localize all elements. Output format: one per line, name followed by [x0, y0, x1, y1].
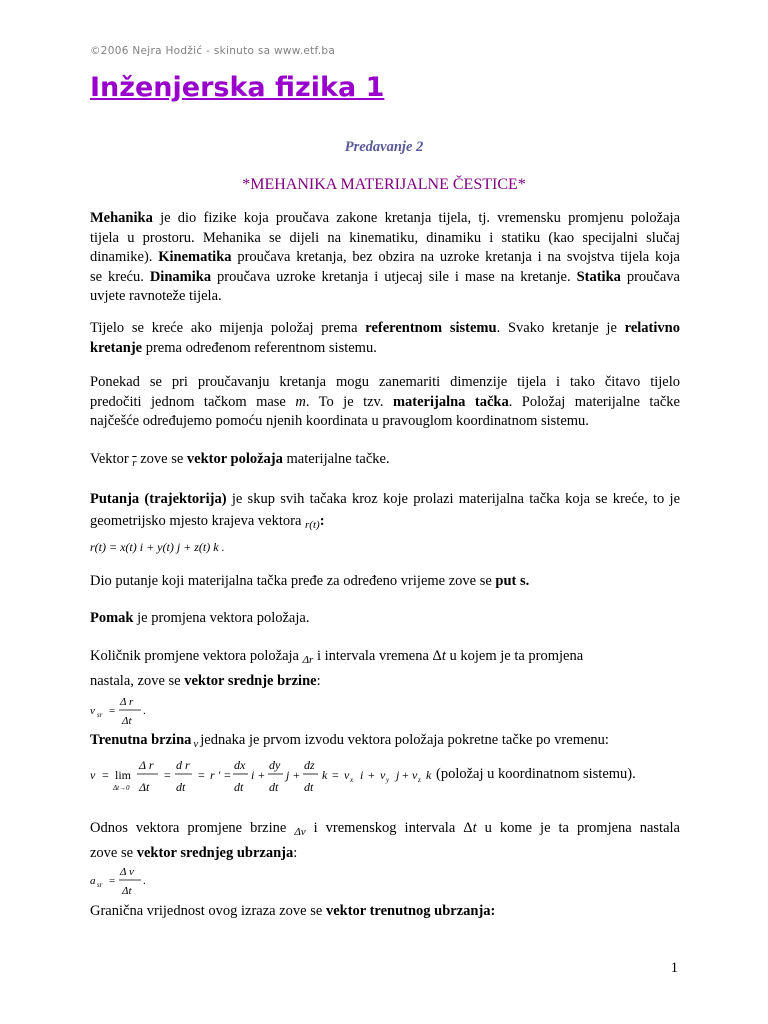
svg-text:k: k: [322, 768, 328, 782]
svg-text:=: =: [102, 768, 109, 782]
svg-text:d r: d r: [176, 758, 190, 772]
text: tijela u prostoru. Mehanika se dijeli na kinematiku, dinamiku i statiku (kao specijalni slučaj: [90, 229, 680, 246]
svg-text:+: +: [368, 768, 375, 782]
text: . Svako kretanje je: [496, 320, 625, 336]
svg-text:Δt→0: Δt→0: [113, 784, 130, 792]
term-statics: Statika: [576, 268, 621, 285]
text: materijalne tačke.: [282, 451, 390, 467]
term-material-point: materijalna tačka: [392, 393, 509, 410]
svg-text:dx: dx: [234, 758, 246, 772]
text: . To je tzv.: [305, 393, 393, 410]
svg-text:v: v: [412, 768, 418, 782]
svg-text:dy: dy: [269, 758, 281, 772]
equation-average-acceleration: [88, 860, 168, 900]
text: dinamike).: [90, 249, 159, 265]
svg-text:sr: sr: [97, 711, 103, 719]
term-mechanics: Mehanika: [90, 210, 153, 226]
text: :: [316, 673, 321, 689]
text: Tijelo se kreće ako mijenja položaj prema: [90, 320, 366, 336]
paragraph-displacement: [90, 609, 680, 629]
term-motion: kretanje: [90, 339, 143, 356]
svg-text:+: +: [402, 768, 409, 782]
vector-v-symbol: v: [193, 738, 199, 750]
text: proučava kretanja, bez obzira na uzroke kretanja i na svojstva tijela koja: [231, 249, 680, 265]
svg-text:v: v: [380, 768, 386, 782]
paragraph-position-vector: [90, 450, 680, 474]
section-heading: *MEHANIKA MATERIJALNE ČESTICE*: [242, 176, 526, 193]
svg-text:Δ r: Δ r: [120, 696, 134, 708]
svg-text:+: +: [258, 768, 265, 782]
symbol-s: s: [516, 573, 526, 589]
svg-text:=: =: [109, 705, 116, 717]
text: . Položaj materijalne tačke: [508, 393, 680, 410]
svg-text:a: a: [90, 875, 96, 887]
svg-text:y: y: [386, 776, 390, 784]
svg-text:=: =: [224, 768, 231, 782]
symbol-t: t: [441, 648, 446, 664]
equation-position-text: r(t) = x(t) i + y(t) j + z(t) k .: [90, 540, 225, 554]
paragraph-material-point: [90, 373, 680, 432]
text: Količnik promjene vektora položaja: [90, 648, 303, 664]
page-number: 1: [670, 960, 678, 976]
paragraph-path: [90, 572, 680, 592]
term-average-velocity: vektor srednje brzine: [184, 673, 317, 689]
text: :: [293, 845, 298, 861]
svg-text:v: v: [90, 705, 95, 717]
symbol-t: t: [472, 820, 477, 836]
svg-text:z: z: [418, 776, 421, 784]
term-relative: relativno: [624, 320, 680, 336]
svg-text:.: .: [143, 875, 146, 887]
paragraph-instant-acceleration: [90, 902, 680, 922]
svg-text:k: k: [426, 768, 432, 782]
svg-text:lim: lim: [115, 768, 132, 782]
text: Dio putanje koji materijalna tačka pređe za određeno vrijeme zove se: [90, 573, 496, 589]
text: zove se: [90, 845, 137, 861]
text: Vektor: [90, 451, 133, 467]
term-displacement: Pomak: [90, 610, 134, 626]
delta-v-symbol: Δv: [294, 826, 306, 838]
vector-r-symbol: r: [132, 457, 137, 469]
svg-text:=: =: [164, 768, 171, 782]
svg-text:=: =: [109, 875, 116, 887]
term-dynamics: Dinamika: [149, 268, 212, 285]
term-reference-system: referentnom sistemu: [365, 320, 497, 336]
vector-r-t-symbol: r(t): [305, 519, 320, 531]
svg-text:v: v: [344, 768, 350, 782]
svg-text:Δt: Δt: [139, 780, 150, 794]
text: predočiti jednom tačkom mase: [90, 393, 296, 410]
text: je promjena vektora položaja.: [133, 610, 310, 626]
term-kinematics: Kinematika: [158, 249, 232, 265]
paragraph-instant-velocity: [90, 731, 680, 755]
text: .: [525, 573, 530, 589]
svg-text:i: i: [251, 768, 255, 782]
svg-text:j: j: [396, 768, 400, 782]
svg-text:dz: dz: [304, 758, 315, 772]
svg-text:.: .: [143, 705, 146, 717]
text: prema određenom referentnom sistemu.: [142, 339, 377, 356]
text: zove se: [136, 451, 187, 467]
text: u kome je ta promjena nastala: [476, 820, 680, 836]
term-position-vector: vektor položaja: [186, 451, 283, 467]
text: i intervala vremena Δ: [313, 648, 442, 664]
text: u kojem je ta promjena: [445, 648, 584, 664]
symbol-m: m: [295, 393, 306, 410]
term-trajectory: Putanja (trajektorija): [90, 491, 227, 507]
svg-text:dt: dt: [176, 780, 186, 794]
svg-text:=: =: [198, 768, 205, 782]
svg-text:x: x: [350, 776, 354, 784]
term-instant-velocity: Trenutna brzina: [90, 732, 192, 748]
text: proučava: [620, 268, 680, 285]
svg-text:Δ r: Δ r: [139, 758, 154, 772]
text: proučava uzroke kretanja i utjecaj sile i mase na kretanje.: [211, 268, 577, 285]
equation-note: (položaj u koordinatnom sistemu).: [436, 766, 636, 782]
svg-text:Δt: Δt: [122, 885, 132, 897]
text: Odnos vektora promjene brzine: [90, 820, 295, 836]
paragraph-average-acceleration: [90, 818, 680, 864]
equation-instant-velocity: [88, 754, 648, 798]
lecture-label: Predavanje 2: [344, 139, 424, 155]
text: je skup svih tačaka kroz koje prolazi materijalna tačka koja se kreće, to je: [226, 491, 681, 507]
svg-text:j: j: [286, 768, 290, 782]
svg-text:i: i: [360, 768, 364, 782]
text: Granična vrijednost ovog izraza zove se: [90, 903, 326, 919]
text: najčešće određujemo pomoću njenih koordinata u pravouglom koordinatnom sistemu.: [90, 413, 589, 429]
paragraph-trajectory: [90, 488, 680, 536]
text: Ponekad se pri proučavanju kretanja mogu zanemariti dimenzije tijela i tako čitavo tijelo: [90, 374, 680, 390]
document-title: Inženjerska fizika 1: [90, 72, 385, 103]
term-instant-acceleration: vektor trenutnog ubrzanja:: [325, 903, 496, 919]
delta-r-symbol: Δr: [302, 654, 314, 666]
svg-text:+: +: [293, 768, 300, 782]
equation-position: [88, 535, 288, 559]
svg-text:r ': r ': [210, 768, 221, 782]
svg-text:Δt: Δt: [122, 715, 132, 727]
term-average-acceleration: vektor srednjeg ubrzanja: [136, 845, 294, 861]
term-path: put: [495, 573, 517, 589]
svg-text:v: v: [90, 768, 96, 782]
copyright-line: ©2006 Nejra Hodžić - skinuto sa www.etf.ba: [90, 45, 336, 57]
text: uvjete ravnoteže tijela.: [90, 288, 222, 304]
text: jednaka je prvom izvodu vektora položaja pokretne tačke po vremenu:: [200, 732, 609, 748]
svg-text:dt: dt: [304, 780, 314, 794]
text: se kreću.: [90, 268, 150, 285]
svg-text:Δ v: Δ v: [120, 866, 134, 878]
paragraph-reference-system: [90, 319, 680, 358]
text: i vremenskog intervala Δ: [305, 820, 473, 836]
svg-text:=: =: [332, 768, 339, 782]
paragraph-mechanics: [90, 209, 680, 307]
text: nastala, zove se: [90, 673, 185, 689]
svg-text:dt: dt: [269, 780, 279, 794]
svg-text:sr: sr: [97, 881, 103, 889]
paragraph-average-velocity: [90, 646, 680, 692]
text: geometrijsko mjesto krajeva vektora: [90, 513, 306, 529]
text: je dio fizike koja proučava zakone kretanja tijela, tj. vremensku promjenu položaja: [152, 210, 680, 226]
text: :: [319, 513, 325, 529]
svg-text:dt: dt: [234, 780, 244, 794]
equation-average-velocity: [88, 690, 168, 730]
